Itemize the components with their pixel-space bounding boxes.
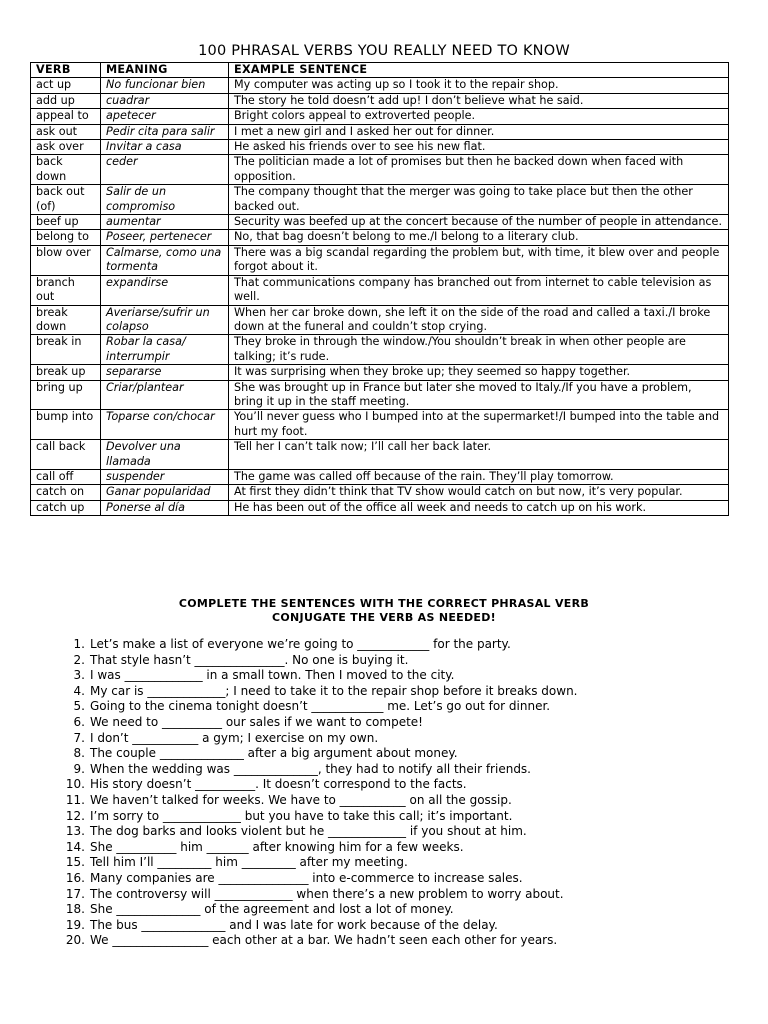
verb-cell: catch on [31,485,101,500]
table-row [31,155,729,185]
exercise-number: 9. [73,761,85,776]
verb-cell: back down [31,155,101,185]
meaning-cell: expandirse [101,275,229,305]
meaning-cell: No funcionar bien [101,78,229,93]
example-cell: She was brought up in France but later she moved to Italy./If you have a problem, bring it up in the staff meeting. [229,380,729,410]
exercise-sentence: Going to the cinema tonight doesn’t ____________ me. Let’s go out for dinner. [90,699,551,714]
exercise-item [63,824,753,840]
column-header-meaning: MEANING [101,63,229,78]
verb-cell: break in [31,335,101,365]
example-cell: At first they didn’t think that TV show would catch on but now, it’s very popular. [229,485,729,500]
exercise-item [63,933,753,949]
exercise-number: 11. [65,792,85,807]
example-cell: Tell her I can’t talk now; I’ll call her back later. [229,440,729,470]
example-cell: That communications company has branched out from internet to cable television as well. [229,275,729,305]
table-row [31,78,729,93]
table-row [31,500,729,515]
table-row [31,305,729,335]
exercise-number: 17. [65,886,85,901]
meaning-cell: Averiarse/sufrir un colapso [101,305,229,335]
verb-cell: break up [31,365,101,380]
instructions-line-1: COMPLETE THE SENTENCES WITH THE CORRECT PHRASAL VERB [178,597,590,610]
exercise-item [63,715,753,731]
verb-cell: bump into [31,410,101,440]
exercise-sentence: Let’s make a list of everyone we’re going to ____________ for the party. [90,637,511,651]
table-row [31,245,729,275]
meaning-cell: aumentar [101,215,229,230]
meaning-cell: Pedir cita para salir [101,124,229,139]
exercise-sentence: His story doesn’t __________. It doesn’t correspond to the facts. [90,777,467,792]
exercise-number: 8. [73,746,85,761]
exercise-item [63,887,753,903]
verb-cell: call off [31,469,101,484]
table-row [31,485,729,500]
verb-cell: ask over [31,140,101,155]
example-cell: It was surprising when they broke up; they seemed so happy together. [229,365,729,380]
verb-cell: back out (of) [31,185,101,215]
meaning-cell: ceder [101,155,229,185]
verb-cell: beef up [31,215,101,230]
example-cell: You’ll never guess who I bumped into at the supermarket!/I bumped into the table and hurt my foot. [229,410,729,440]
table-row [31,380,729,410]
exercise-item [63,746,753,762]
example-cell: The politician made a lot of promises but then he backed down when faced with opposition. [229,155,729,185]
exercise-item [63,855,753,871]
example-cell: When her car broke down, she left it on the side of the road and called a taxi./I broke down at the funeral and couldn’t stop crying. [229,305,729,335]
meaning-cell: Robar la casa/ interrumpir [101,335,229,365]
table-row [31,93,729,108]
exercise-item [63,684,753,700]
verb-cell: appeal to [31,109,101,124]
exercise-sentence: The dog barks and looks violent but he _____________ if you shout at him. [90,824,527,839]
exercise-number: 16. [65,870,85,885]
verb-cell: call back [31,440,101,470]
exercise-number: 5. [73,699,85,714]
column-header-example: EXAMPLE SENTENCE [229,63,729,78]
exercise-number: 12. [65,808,85,823]
verb-cell: belong to [31,230,101,245]
exercise-number: 13. [65,824,85,839]
example-cell: The story he told doesn’t add up! I don’t believe what he said. [229,93,729,108]
meaning-cell: Toparse con/chocar [101,410,229,440]
verb-cell: act up [31,78,101,93]
exercise-sentence: Tell him I’ll _________ him _________ after my meeting. [90,855,408,870]
exercise-sentence: The bus ______________ and I was late for work because of the delay. [90,917,498,932]
meaning-cell: Poseer, pertenecer [101,230,229,245]
table-row [31,140,729,155]
table-row [31,335,729,365]
meaning-cell: Ponerse al día [101,500,229,515]
exercise-sentence: She __________ him _______ after knowing him for a few weeks. [90,839,464,854]
exercise-number: 6. [73,714,85,729]
exercise-number: 7. [73,730,85,745]
exercise-item [63,668,753,684]
example-cell: My computer was acting up so I took it to the repair shop. [229,78,729,93]
example-cell: Security was beefed up at the concert because of the number of people in attendance. [229,215,729,230]
instructions-line-2: CONJUGATE THE VERB AS NEEDED! [272,611,496,624]
exercise-item [63,762,753,778]
example-cell: Bright colors appeal to extroverted people. [229,109,729,124]
exercise-list [63,637,753,949]
exercise-sentence: We haven’t talked for weeks. We have to ___________ on all the gossip. [90,792,512,807]
exercise-item [63,809,753,825]
exercise-item [63,902,753,918]
meaning-cell: Invitar a casa [101,140,229,155]
exercise-number: 15. [65,855,85,870]
verb-cell: add up [31,93,101,108]
exercise-number: 1. [73,637,85,651]
meaning-cell: apetecer [101,109,229,124]
exercise-number: 4. [73,683,85,698]
table-row [31,215,729,230]
document-title: 100 PHRASAL VERBS YOU REALLY NEED TO KNOW [198,43,570,59]
verb-cell: catch up [31,500,101,515]
example-cell: I met a new girl and I asked her out for dinner. [229,124,729,139]
example-cell: The company thought that the merger was going to take place but then the other backed out. [229,185,729,215]
example-cell: No, that bag doesn’t belong to me./I belong to a literary club. [229,230,729,245]
exercise-item [63,777,753,793]
meaning-cell: Salir de un compromiso [101,185,229,215]
meaning-cell: Criar/plantear [101,380,229,410]
exercise-sentence: My car is _____________; I need to take it to the repair shop before it breaks down. [90,683,578,698]
meaning-cell: Calmarse, como una tormenta [101,245,229,275]
exercise-item [63,871,753,887]
exercise-sentence: I’m sorry to _____________ but you have to take this call; it’s important. [90,808,513,823]
exercise-item [63,653,753,669]
exercise-item [63,699,753,715]
table-row [31,275,729,305]
table-body [31,78,729,516]
exercise-sentence: She ______________ of the agreement and lost a lot of money. [90,902,454,917]
exercise-number: 19. [65,917,85,932]
exercise-sentence: When the wedding was ______________, they had to notify all their friends. [90,761,531,776]
column-header-verb: VERB [31,63,101,78]
exercise-number: 3. [73,668,85,683]
table-row [31,469,729,484]
meaning-cell: separarse [101,365,229,380]
exercise-number: 18. [65,902,85,917]
example-cell: He asked his friends over to see his new flat. [229,140,729,155]
exercise-item [63,918,753,934]
exercise-instructions [0,597,768,625]
verb-cell: break down [31,305,101,335]
example-cell: The game was called off because of the rain. They’ll play tomorrow. [229,469,729,484]
verb-cell: bring up [31,380,101,410]
table-row [31,410,729,440]
exercise-number: 14. [65,839,85,854]
table-header-row [31,63,729,78]
verb-cell: branch out [31,275,101,305]
exercise-sentence: We ________________ each other at a bar. We hadn’t seen each other for years. [90,933,558,948]
exercise-number: 20. [65,933,85,948]
meaning-cell: Ganar popularidad [101,485,229,500]
exercise-number: 2. [73,652,85,667]
exercise-number: 10. [65,777,85,792]
exercise-sentence: I was _____________ in a small town. Then I moved to the city. [90,668,455,683]
example-cell: There was a big scandal regarding the problem but, with time, it blew over and people forgot about it. [229,245,729,275]
exercise-sentence: That style hasn’t _______________. No one is buying it. [90,652,409,667]
example-cell: They broke in through the window./You shouldn’t break in when other people are talking; it’s rude. [229,335,729,365]
phrasal-verbs-table [30,62,729,516]
meaning-cell: Devolver una llamada [101,440,229,470]
table-row [31,365,729,380]
table-row [31,230,729,245]
exercise-sentence: The couple ______________ after a big argument about money. [90,746,458,761]
meaning-cell: suspender [101,469,229,484]
exercise-item [63,731,753,747]
table-row [31,440,729,470]
exercise-item [63,793,753,809]
table-row [31,124,729,139]
exercise-item [63,840,753,856]
exercise-sentence: We need to __________ our sales if we want to compete! [90,714,423,729]
exercise-sentence: I don’t ___________ a gym; I exercise on my own. [90,730,379,745]
exercise-sentence: Many companies are _______________ into e-commerce to increase sales. [90,870,523,885]
verb-cell: blow over [31,245,101,275]
exercise-item [63,637,753,653]
meaning-cell: cuadrar [101,93,229,108]
table-row [31,109,729,124]
exercise-sentence: The controversy will _____________ when there’s a new problem to worry about. [90,886,564,901]
table-row [31,185,729,215]
verb-cell: ask out [31,124,101,139]
example-cell: He has been out of the office all week and needs to catch up on his work. [229,500,729,515]
